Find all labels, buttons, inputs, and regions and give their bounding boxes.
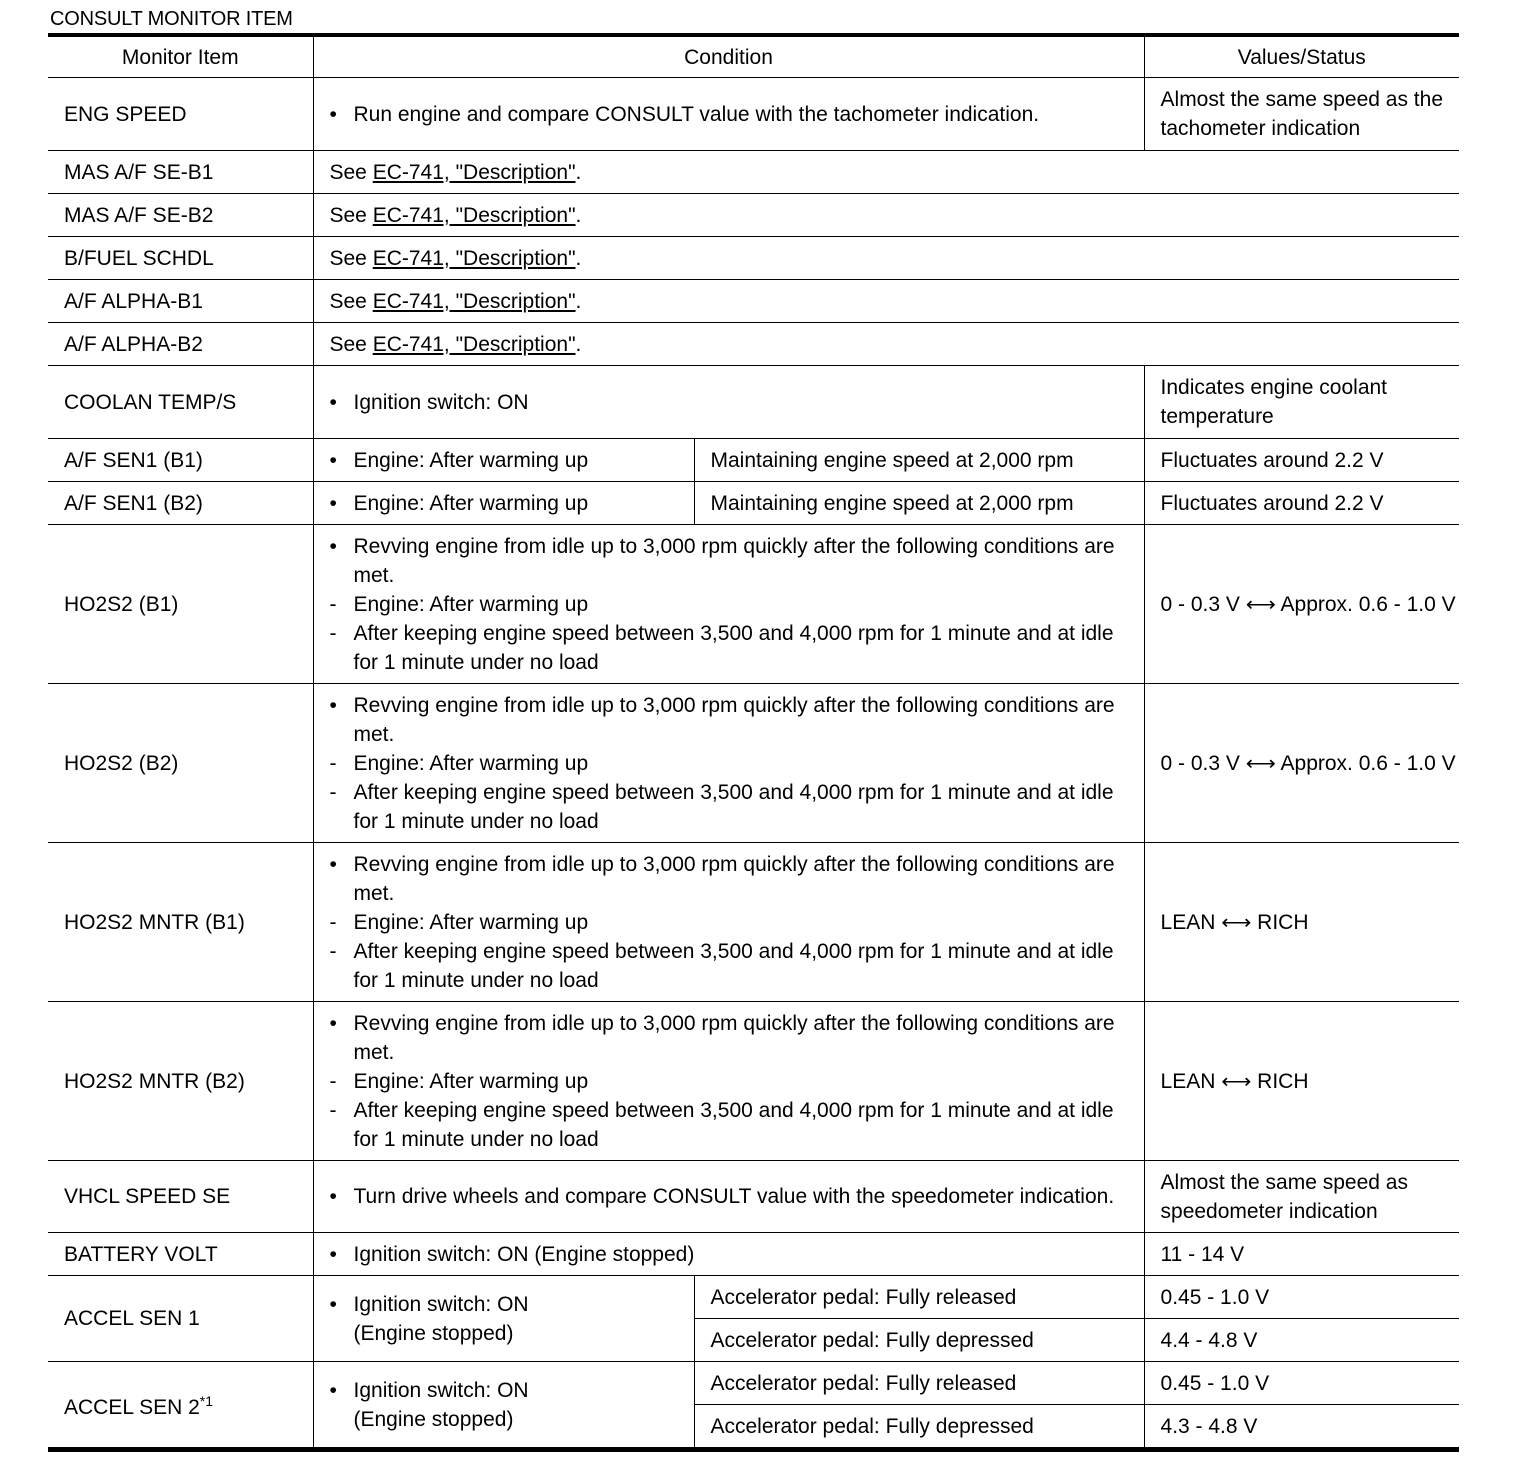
condition-text: After keeping engine speed between 3,500 and 4,000 rpm for 1 minute and at idle for 1 minute under no load [353, 780, 1114, 833]
item-cell: ENG SPEED [48, 78, 313, 151]
item-cell: ACCEL SEN 1 [48, 1276, 313, 1362]
dash-marker: - [329, 1069, 337, 1093]
see-text: See [329, 160, 373, 184]
condition-text: Revving engine from idle up to 3,000 rpm quickly after the following conditions are met. [353, 534, 1115, 587]
bullet-marker: • [329, 693, 337, 717]
subcondition-cell: Maintaining engine speed at 2,000 rpm [694, 482, 1144, 525]
condition-text: Ignition switch: ON (Engine stopped) [353, 1378, 529, 1431]
see-text: See [329, 332, 373, 356]
value-cell: Fluctuates around 2.2 V [1144, 482, 1459, 525]
condition-text: Ignition switch: ON (Engine stopped) [353, 1292, 529, 1345]
period: . [575, 246, 582, 270]
dash-marker: - [329, 910, 337, 934]
condition-text: Engine: After warming up [353, 592, 589, 616]
item-cell: A/F SEN1 (B2) [48, 482, 313, 525]
condition-cell [313, 684, 1144, 843]
table-row [48, 684, 1459, 843]
value-cell: 0 - 0.3 V ⟷ Approx. 0.6 - 1.0 V [1144, 684, 1459, 843]
dash-marker: - [329, 1098, 337, 1122]
condition-cell [313, 151, 1459, 194]
item-cell: A/F ALPHA-B1 [48, 280, 313, 323]
item-cell: MAS A/F SE-B2 [48, 194, 313, 237]
table-row [48, 482, 1459, 525]
bullet-marker: • [329, 1011, 337, 1035]
condition-text: Engine: After warming up [353, 1069, 589, 1093]
header-condition: Condition [313, 35, 1144, 78]
bullet-marker: • [329, 390, 337, 414]
value-cell: 0.45 - 1.0 V [1144, 1362, 1459, 1405]
condition-cell [313, 237, 1459, 280]
condition-text: Turn drive wheels and compare CONSULT value with the speedometer indication. [353, 1185, 1115, 1208]
condition-text: Revving engine from idle up to 3,000 rpm quickly after the following conditions are met. [353, 852, 1115, 905]
condition-text: After keeping engine speed between 3,500 and 4,000 rpm for 1 minute and at idle for 1 minute under no load [353, 939, 1114, 992]
description-link[interactable]: EC-741, "Description" [372, 289, 576, 313]
dash-marker: - [329, 621, 337, 645]
condition-cell [313, 525, 1144, 684]
value-cell: 4.4 - 4.8 V [1144, 1319, 1459, 1362]
table-row [48, 525, 1459, 684]
table-row [48, 1161, 1459, 1233]
table-row [48, 323, 1459, 366]
table-row [48, 1276, 1459, 1319]
table-row [48, 843, 1459, 1002]
period: . [575, 160, 582, 184]
value-cell: Almost the same speed as speedometer indication [1144, 1161, 1459, 1233]
section-title: CONSULT MONITOR ITEM [50, 8, 293, 30]
period: . [575, 203, 582, 227]
bullet-marker: • [329, 448, 337, 472]
condition-text: Ignition switch: ON (Engine stopped) [353, 1242, 695, 1266]
bullet-marker: • [329, 491, 337, 515]
value-cell: 0.45 - 1.0 V [1144, 1276, 1459, 1319]
value-cell: Fluctuates around 2.2 V [1144, 439, 1459, 482]
subcondition-cell: Accelerator pedal: Fully released [694, 1276, 1144, 1319]
table-row [48, 1233, 1459, 1276]
item-text: ACCEL SEN 2 [64, 1396, 200, 1419]
condition-cell [313, 482, 694, 525]
table-row [48, 1002, 1459, 1161]
bullet-marker: • [329, 1292, 337, 1316]
see-text: See [329, 246, 373, 270]
header-values: Values/Status [1144, 35, 1459, 78]
condition-text: Engine: After warming up [353, 910, 589, 934]
table-row [48, 366, 1459, 439]
dash-marker: - [329, 939, 337, 963]
value-cell: Indicates engine coolant temperature [1144, 366, 1459, 439]
condition-text: Revving engine from idle up to 3,000 rpm quickly after the following conditions are met. [353, 1011, 1115, 1064]
table-row [48, 151, 1459, 194]
condition-text: Revving engine from idle up to 3,000 rpm quickly after the following conditions are met. [353, 693, 1115, 746]
bullet-marker: • [329, 1378, 337, 1402]
value-cell: Almost the same speed as the tachometer indication [1144, 78, 1459, 151]
condition-text: After keeping engine speed between 3,500 and 4,000 rpm for 1 minute and at idle for 1 minute under no load [353, 1098, 1114, 1151]
dash-marker: - [329, 780, 337, 804]
item-cell: HO2S2 (B1) [48, 525, 313, 684]
see-text: See [329, 289, 373, 313]
description-link[interactable]: EC-741, "Description" [372, 246, 576, 270]
footnote-marker: *1 [199, 1393, 214, 1409]
bullet-marker: • [329, 1242, 337, 1266]
condition-cell [313, 843, 1144, 1002]
description-link[interactable]: EC-741, "Description" [372, 332, 576, 356]
value-cell: LEAN ⟷ RICH [1144, 1002, 1459, 1161]
condition-text: Engine: After warming up [353, 448, 589, 472]
bullet-marker: • [329, 102, 337, 126]
description-link[interactable]: EC-741, "Description" [372, 160, 576, 184]
header-row [48, 35, 1459, 78]
condition-cell [313, 280, 1459, 323]
value-cell: 0 - 0.3 V ⟷ Approx. 0.6 - 1.0 V [1144, 525, 1459, 684]
item-cell: BATTERY VOLT [48, 1233, 313, 1276]
condition-cell [313, 1161, 1144, 1233]
period: . [575, 332, 582, 356]
see-text: See [329, 203, 373, 227]
value-cell: 11 - 14 V [1144, 1233, 1459, 1276]
condition-text: Engine: After warming up [353, 491, 589, 515]
condition-text: After keeping engine speed between 3,500 and 4,000 rpm for 1 minute and at idle for 1 minute under no load [353, 621, 1114, 674]
value-cell: LEAN ⟷ RICH [1144, 843, 1459, 1002]
condition-cell [313, 78, 1144, 151]
table-row [48, 280, 1459, 323]
condition-text: Run engine and compare CONSULT value with the tachometer indication. [353, 102, 1040, 126]
condition-cell [313, 1233, 1144, 1276]
item-cell: HO2S2 MNTR (B2) [48, 1002, 313, 1161]
table-row [48, 78, 1459, 151]
item-cell: B/FUEL SCHDL [48, 237, 313, 280]
subcondition-cell: Accelerator pedal: Fully depressed [694, 1319, 1144, 1362]
condition-text: Ignition switch: ON [353, 390, 529, 414]
subcondition-cell: Accelerator pedal: Fully released [694, 1362, 1144, 1405]
condition-cell [313, 366, 1144, 439]
subcondition-cell: Accelerator pedal: Fully depressed [694, 1405, 1144, 1450]
subcondition-cell: Maintaining engine speed at 2,000 rpm [694, 439, 1144, 482]
item-cell [48, 1362, 313, 1450]
value-cell: 4.3 - 4.8 V [1144, 1405, 1459, 1450]
bullet-marker: • [329, 534, 337, 558]
condition-text: Engine: After warming up [353, 751, 589, 775]
item-cell: A/F ALPHA-B2 [48, 323, 313, 366]
condition-cell [313, 439, 694, 482]
condition-cell [313, 194, 1459, 237]
dash-marker: - [329, 751, 337, 775]
bullet-marker: • [329, 852, 337, 876]
header-monitor-item: Monitor Item [48, 35, 313, 78]
table-row [48, 237, 1459, 280]
table-row [48, 194, 1459, 237]
bullet-marker: • [329, 1185, 337, 1208]
table-row [48, 1362, 1459, 1405]
condition-cell [313, 1362, 694, 1450]
period: . [575, 289, 582, 313]
item-cell: COOLAN TEMP/S [48, 366, 313, 439]
condition-cell [313, 1002, 1144, 1161]
description-link[interactable]: EC-741, "Description" [372, 203, 576, 227]
item-cell: MAS A/F SE-B1 [48, 151, 313, 194]
consult-monitor-table [48, 33, 1459, 1452]
condition-cell [313, 323, 1459, 366]
item-cell: A/F SEN1 (B1) [48, 439, 313, 482]
item-cell: HO2S2 (B2) [48, 684, 313, 843]
item-cell: HO2S2 MNTR (B1) [48, 843, 313, 1002]
dash-marker: - [329, 592, 337, 616]
table-row [48, 439, 1459, 482]
condition-cell [313, 1276, 694, 1362]
item-cell: VHCL SPEED SE [48, 1161, 313, 1233]
